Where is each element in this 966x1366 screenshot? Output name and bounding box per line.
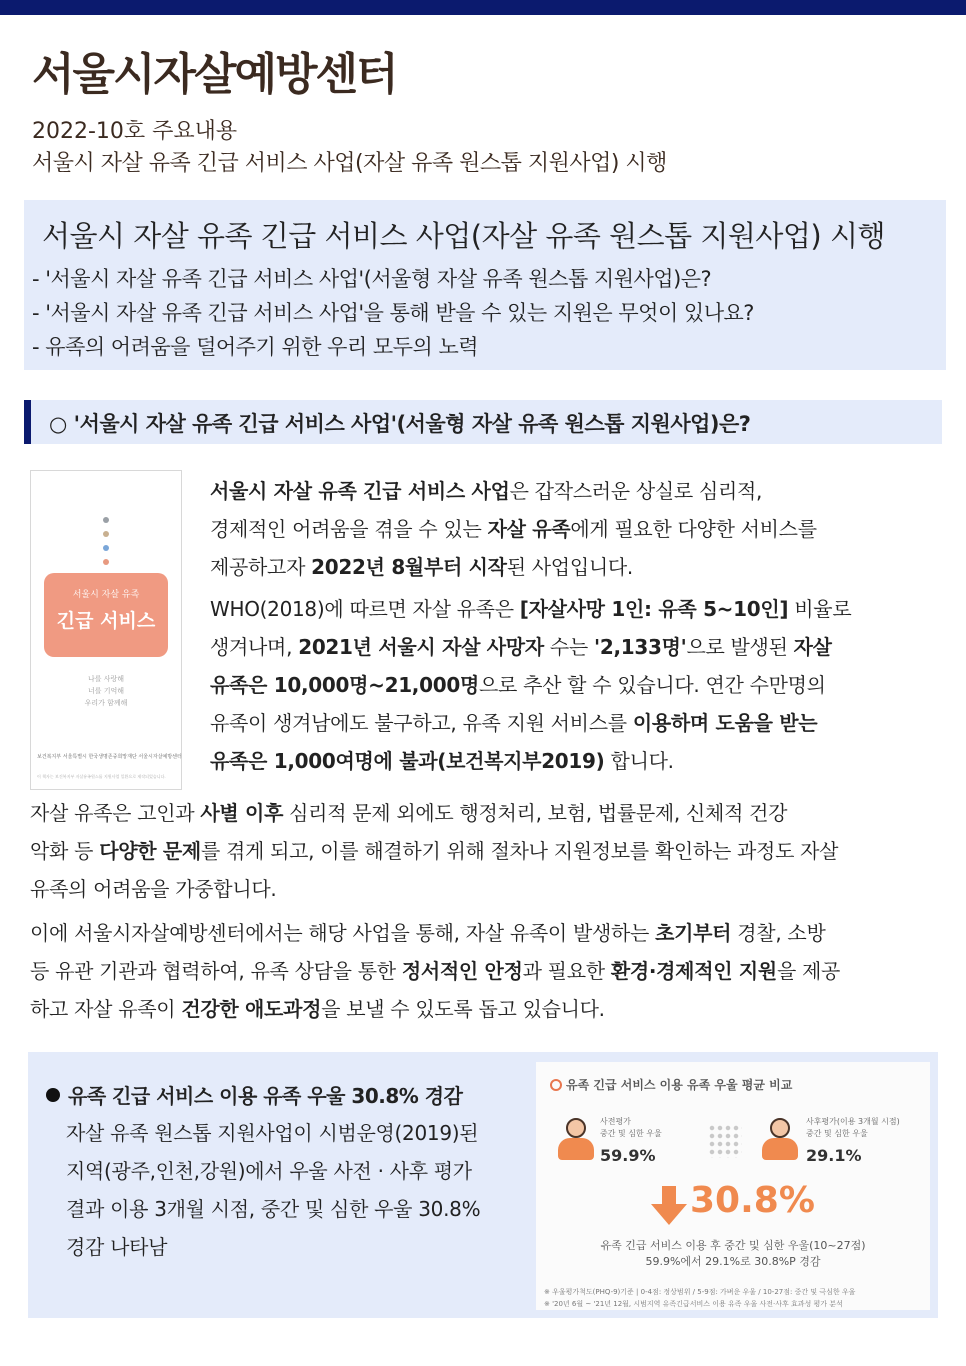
person-head-icon [770, 1118, 790, 1138]
person-icon-before [556, 1118, 596, 1162]
body-text: 비율로 [788, 597, 852, 621]
reduction-value: 30.8% [690, 1180, 815, 1221]
infographic-note: ※ 우울평가척도(PHQ-9)기준 | 0-4점: 정상범위 / 5-9점: 가벼운 우울 / 10-27점: 중간 및 극심한 우울 [544, 1288, 856, 1296]
result-line: 경감 나타남 [66, 1235, 168, 1259]
paragraph-line [30, 990, 840, 1028]
emphasis-text: 건강한 애도과정 [181, 997, 322, 1021]
paragraph-line [30, 952, 840, 990]
body-text: 에게 필요한 다양한 서비스를 [570, 517, 817, 541]
summary-item: - 유족의 어려움을 덜어주기 위한 우리 모두의 노력 [32, 335, 479, 359]
body-text: 된 사업입니다. [506, 555, 633, 579]
result-panel [28, 1052, 938, 1318]
body-text: 경제적인 어려움을 겪을 수 있는 [210, 517, 488, 541]
paragraph-line [30, 832, 838, 870]
cover-footnote: 이 책자는 보건복지부 자살유족원스톱 지원사업 일환으로 제작되었습니다. [37, 774, 166, 779]
body-text: 생겨나며, [210, 635, 299, 659]
result-line: 자살 유족 원스톱 지원사업이 시범운영(2019)된 [66, 1121, 479, 1145]
pre-eval-label [600, 1116, 662, 1140]
infographic-notes [544, 1286, 855, 1310]
infographic-description-line: 유족 긴급 서비스 이용 후 중간 및 심한 우울(10~27점) [600, 1239, 866, 1252]
result-line: 지역(광주,인천,강원)에서 우울 사전 · 사후 평가 [66, 1159, 472, 1183]
result-heading [46, 1080, 462, 1109]
emphasis-text: 환경·경제적인 지원 [610, 959, 777, 983]
result-line: 결과 이용 3개월 시점, 중간 및 심한 우울 30.8% [66, 1197, 481, 1221]
paragraph-line [30, 914, 840, 952]
infographic-title [550, 1076, 792, 1093]
infographic-title-text: 유족 긴급 서비스 이용 유족 우울 평균 비교 [566, 1078, 793, 1092]
emphasis-text: 서울시 자살 유족 긴급 서비스 사업 [210, 479, 510, 503]
paragraph-line [30, 870, 838, 908]
top-color-bar [0, 0, 966, 15]
result-body [66, 1114, 480, 1266]
post-eval-label-line: 사후평가(이용 3개월 시점) [806, 1117, 900, 1126]
body-text: 은 갑작스러운 상실로 심리적, [509, 479, 763, 503]
emphasis-text: 사별 이후 [200, 801, 284, 825]
emphasis-text: 이용하며 도움을 받는 [632, 711, 818, 735]
body-text: 을 제공 [776, 959, 841, 983]
paragraph-line [210, 628, 851, 666]
bullet-icon [46, 1088, 60, 1102]
section-heading [24, 400, 942, 444]
org-name: 서울시자살예방센터 [32, 49, 397, 100]
person-head-icon [566, 1118, 586, 1138]
cover-dot [103, 517, 109, 523]
cover-slogan-line: 나를 사랑해 [87, 675, 125, 683]
issue-title: 서울시 자살 유족 긴급 서비스 사업(자살 유족 원스톱 지원사업) 시행 [32, 151, 667, 176]
person-icon-after [760, 1118, 800, 1162]
paragraph-line [30, 794, 838, 832]
body-text: 경찰, 소방 [731, 921, 826, 945]
emphasis-text: 다양한 문제 [99, 839, 201, 863]
cover-subtitle: 서울시 자살 유족 [72, 590, 140, 600]
body-text: 으로 추산 할 수 있습니다. 연간 수만명의 [478, 673, 826, 697]
body-text: 하고 자살 유족이 [30, 997, 182, 1021]
summary-box [24, 200, 946, 370]
cover-dot [103, 531, 109, 537]
body-text: WHO(2018)에 따르면 자살 유족은 [210, 597, 520, 621]
emphasis-text: 2022년 8월부터 시작 [311, 555, 507, 579]
body-paragraph-2 [210, 590, 851, 780]
paragraph-line [210, 704, 851, 742]
body-text: 자살 유족은 고인과 [30, 801, 201, 825]
emphasis-text: [자살사망 1인: 유족 5~10인] [519, 597, 789, 621]
down-arrow-icon [650, 1186, 688, 1226]
body-text: 등 유관 기관과 협력하여, 유족 상담을 통한 [30, 959, 402, 983]
depression-infographic [536, 1062, 930, 1310]
body-text: 이에 서울시자살예방센터에서는 해당 사업을 통해, 자살 유족이 발생하는 [30, 921, 656, 945]
emphasis-text: 유족은 10,000명~21,000명 [210, 673, 479, 697]
body-paragraph-3 [30, 794, 838, 908]
brochure-cover-image [30, 470, 182, 790]
issue-number: 2022-10호 주요내용 [32, 119, 238, 144]
body-text: 를 겪게 되고, 이를 해결하기 위해 절차나 지원정보를 확인하는 과정도 자살 [200, 839, 839, 863]
emphasis-text: 초기부터 [655, 921, 732, 945]
cover-dot [103, 545, 109, 551]
body-text: 수는 [543, 635, 594, 659]
paragraph-line [210, 742, 851, 780]
post-eval-value: 29.1% [806, 1146, 862, 1165]
paragraph-line [210, 590, 851, 628]
magnifier-icon [550, 1079, 562, 1091]
body-text: 합니다. [604, 749, 674, 773]
infographic-description-line: 59.9%에서 29.1%로 30.8%P 경감 [645, 1255, 821, 1268]
pre-eval-value: 59.9% [600, 1146, 656, 1165]
cover-title-card [44, 573, 168, 657]
summary-item: - '서울시 자살 유족 긴급 서비스 사업'을 통해 받을 수 있는 지원은 무엇이 있나요? [32, 301, 754, 325]
cover-logos: 보건복지부 서울특별시 한국생명존중희망재단 서울시자살예방센터 [37, 754, 182, 760]
cover-dot [103, 559, 109, 565]
paragraph-line [210, 666, 851, 704]
emphasis-text: '2,133명' [594, 635, 687, 659]
post-eval-label [806, 1116, 900, 1140]
cover-slogan-line: 우리가 함께해 [84, 699, 128, 707]
cover-slogan-line: 너를 기억해 [87, 687, 125, 695]
emphasis-text: 정서적인 안정 [401, 959, 523, 983]
person-body-icon [558, 1138, 594, 1160]
infographic-description [536, 1238, 930, 1270]
pre-eval-label-line: 중간 및 심한 우울 [600, 1129, 662, 1138]
body-paragraph-4 [30, 914, 840, 1028]
emphasis-text: 자살 [793, 635, 832, 659]
section-heading-text: ○ '서울시 자살 유족 긴급 서비스 사업'(서울형 자살 유족 원스톱 지원사업)은? [49, 412, 751, 436]
post-eval-label-line: 중간 및 심한 우울 [806, 1129, 868, 1138]
result-heading-text: 유족 긴급 서비스 이용 유족 우울 30.8% 경감 [68, 1084, 463, 1108]
body-text: 악화 등 [30, 839, 100, 863]
body-text: 제공하고자 [210, 555, 312, 579]
person-body-icon [762, 1138, 798, 1160]
body-text: 과 필요한 [522, 959, 611, 983]
pre-eval-label-line: 사전평가 [600, 1117, 631, 1126]
paragraph-line [210, 548, 817, 586]
infographic-note: ※ '20년 6월 ~ '21년 12월, 시범지역 유족긴급서비스 이용 유족 우울 사전·사후 효과성 평가 분석 [544, 1300, 843, 1308]
paragraph-line [210, 510, 817, 548]
emphasis-text: 유족은 1,000여명에 불과(보건복지부2019) [210, 749, 605, 773]
paragraph-line [210, 472, 817, 510]
body-text: 유족이 생겨남에도 불구하고, 유족 지원 서비스를 [210, 711, 633, 735]
emphasis-text: 자살 유족 [487, 517, 571, 541]
body-text: 심리적 문제 외에도 행정처리, 보험, 법률문제, 신체적 건강 [283, 801, 788, 825]
body-text: 으로 발생된 [686, 635, 794, 659]
body-text: 유족의 어려움을 가중합니다. [30, 877, 277, 901]
summary-list [32, 262, 754, 364]
dot-grid-icon [708, 1124, 742, 1158]
cover-title: 긴급 서비스 [56, 610, 156, 632]
body-text: 을 보낼 수 있도록 돕고 있습니다. [321, 997, 605, 1021]
body-paragraph-1 [210, 472, 817, 586]
summary-title: 서울시 자살 유족 긴급 서비스 사업(자살 유족 원스톱 지원사업) 시행 [42, 219, 885, 253]
emphasis-text: 2021년 서울시 자살 사망자 [298, 635, 544, 659]
cover-slogan [31, 673, 181, 709]
summary-item: - '서울시 자살 유족 긴급 서비스 사업'(서울형 자살 유족 원스톱 지원사업)은? [32, 267, 712, 291]
